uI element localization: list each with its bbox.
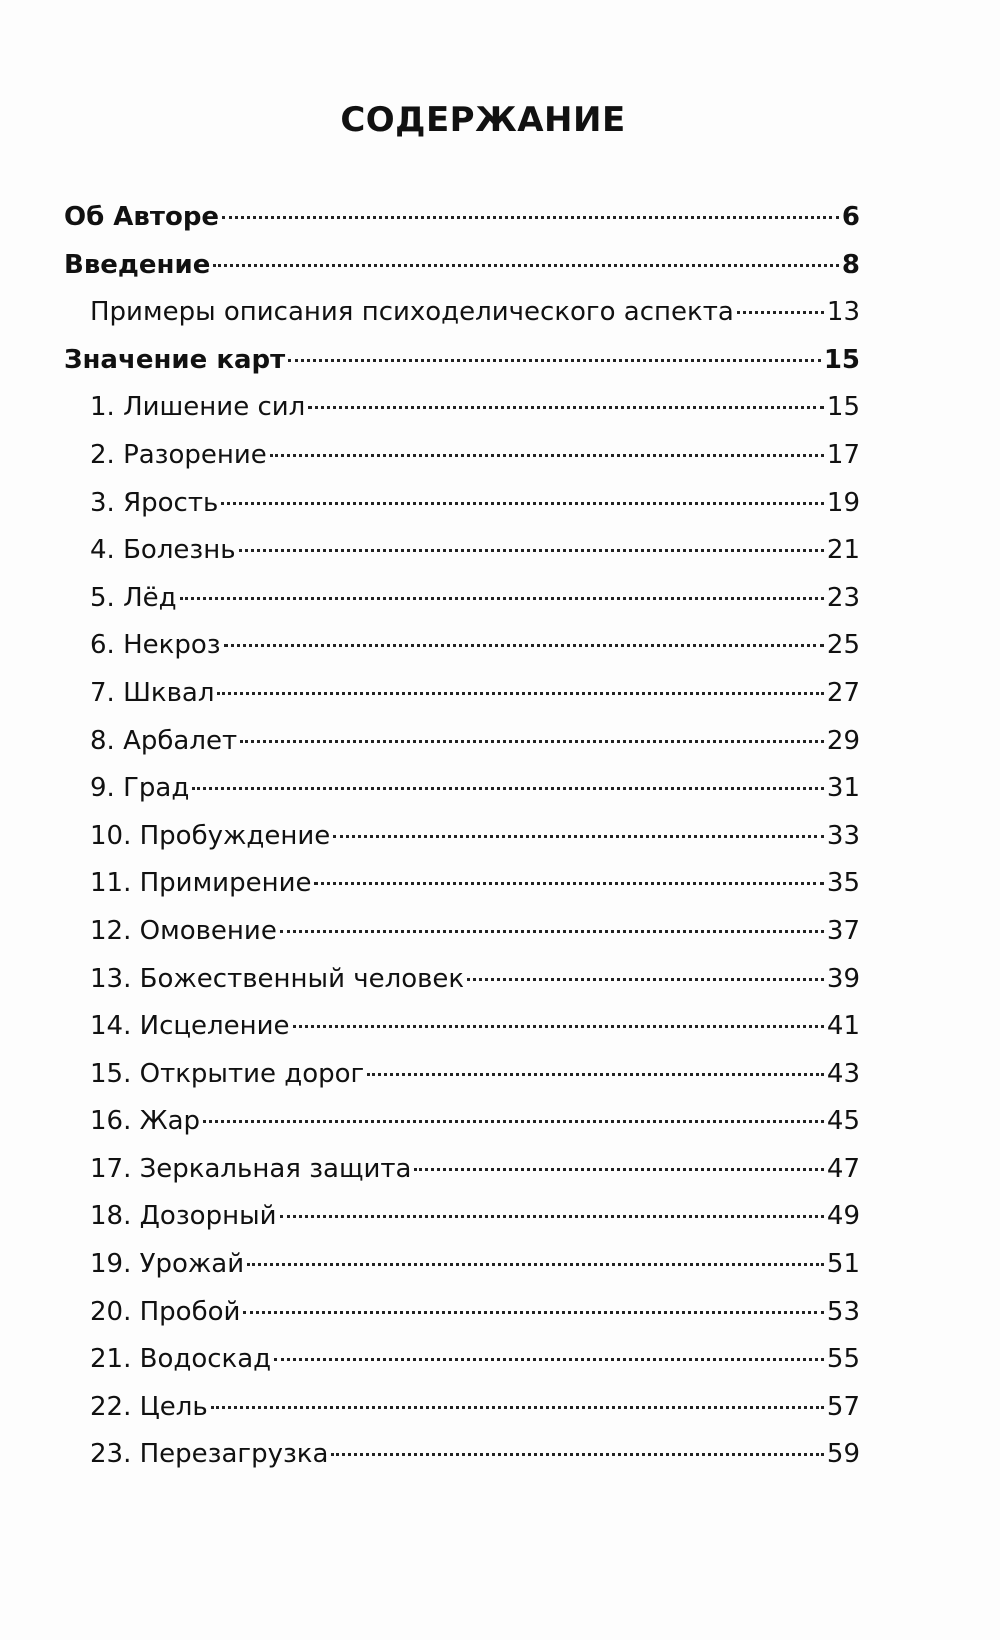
toc-entry-label: 3. Ярость	[90, 487, 219, 518]
toc-entry	[64, 391, 860, 439]
dot-leader	[240, 740, 824, 743]
toc-entry	[64, 1105, 860, 1153]
toc-entry	[64, 725, 860, 773]
toc-entry-page-number: 31	[826, 773, 860, 804]
toc-entry	[64, 249, 860, 297]
dot-leader	[274, 1358, 824, 1361]
toc-entry-label: 5. Лёд	[90, 582, 177, 613]
dot-leader	[211, 1406, 824, 1409]
toc-entry-page-number: 49	[826, 1201, 860, 1232]
toc-entry	[64, 534, 860, 582]
toc-entry-label: 4. Болезнь	[90, 535, 236, 566]
toc-entry	[64, 1058, 860, 1106]
toc-entry-label: 15. Открытие дорог	[90, 1058, 365, 1089]
dot-leader	[239, 549, 824, 552]
toc-entry-label: 11. Примирение	[90, 868, 312, 899]
toc-entry-page-number: 39	[826, 963, 860, 994]
toc-entry	[64, 296, 860, 344]
toc-entry-label: 23. Перезагрузка	[90, 1439, 329, 1470]
toc-entry-label: 22. Цель	[90, 1391, 208, 1422]
toc-entry	[64, 487, 860, 535]
dot-leader	[243, 1311, 823, 1314]
toc-entry-label: 1. Лишение сил	[90, 392, 306, 423]
dot-leader	[213, 264, 839, 267]
toc-entry-label: 17. Зеркальная защита	[90, 1153, 412, 1184]
dot-leader	[333, 835, 824, 838]
toc-entry-label: 16. Жар	[90, 1106, 201, 1137]
toc-entry-label: 20. Пробой	[90, 1296, 241, 1327]
toc-entry-page-number: 17	[826, 439, 860, 470]
toc-entry-page-number: 13	[826, 297, 860, 328]
toc-entry-page-number: 47	[826, 1153, 860, 1184]
toc-entry-label: 8. Арбалет	[90, 725, 238, 756]
toc-entry-page-number: 57	[826, 1391, 860, 1422]
dot-leader	[224, 644, 824, 647]
toc-entry-page-number: 41	[826, 1011, 860, 1042]
dot-leader	[270, 454, 824, 457]
toc-entry-page-number: 19	[826, 487, 860, 518]
toc-entry-label: 21. Водоскад	[90, 1344, 272, 1375]
toc-entry-page-number: 37	[826, 915, 860, 946]
toc-entry-label: Об Авторе	[64, 202, 220, 232]
dot-leader	[293, 1025, 824, 1028]
toc-entry	[64, 915, 860, 963]
toc-entry-label: 12. Омовение	[90, 915, 277, 946]
toc-entry-page-number: 33	[826, 820, 860, 851]
dot-leader	[331, 1453, 823, 1456]
toc-entry-page-number: 21	[826, 535, 860, 566]
toc-entry-page-number: 59	[826, 1439, 860, 1470]
toc-entry	[64, 867, 860, 915]
toc-entry-label: 9. Град	[90, 773, 190, 804]
toc-entry-label: 2. Разорение	[90, 439, 267, 470]
dot-leader	[280, 1215, 824, 1218]
toc-entry-page-number: 45	[826, 1106, 860, 1137]
toc-entry	[64, 201, 860, 249]
toc-entry-page-number: 55	[826, 1344, 860, 1375]
toc-entry-page-number: 53	[826, 1296, 860, 1327]
toc-entry-page-number: 27	[826, 677, 860, 708]
toc-entry	[64, 1391, 860, 1439]
toc-entry	[64, 677, 860, 725]
dot-leader	[308, 406, 824, 409]
dot-leader	[314, 882, 823, 885]
dot-leader	[280, 930, 824, 933]
toc-entry-page-number: 23	[826, 582, 860, 613]
dot-leader	[414, 1168, 823, 1171]
toc-entry	[64, 439, 860, 487]
dot-leader	[192, 787, 824, 790]
dot-leader	[217, 692, 823, 695]
toc-entry	[64, 1200, 860, 1248]
dot-leader	[247, 1263, 824, 1266]
toc-entry-label: Примеры описания психоделического аспекта	[90, 297, 734, 328]
toc-entry-label: 19. Урожай	[90, 1249, 245, 1280]
toc-entry-page-number: 29	[826, 725, 860, 756]
toc-entry	[64, 772, 860, 820]
toc-entry-page-number: 6	[841, 202, 860, 232]
toc-entry-label: 7. Шквал	[90, 677, 215, 708]
dot-leader	[367, 1073, 824, 1076]
dot-leader	[467, 978, 824, 981]
dot-leader	[288, 359, 821, 362]
dot-leader	[180, 597, 824, 600]
dot-leader	[737, 311, 824, 314]
toc-entry	[64, 1248, 860, 1296]
toc-entry-page-number: 35	[826, 868, 860, 899]
toc-entry	[64, 820, 860, 868]
toc-entry-label: Значение карт	[64, 344, 286, 375]
toc-entry-label: 18. Дозорный	[90, 1201, 277, 1232]
page-title: СОДЕРЖАНИЕ	[340, 100, 626, 140]
toc-entry	[64, 1153, 860, 1201]
toc-entry	[64, 963, 860, 1011]
toc-entry-label: 6. Некроз	[90, 630, 221, 661]
dot-leader	[221, 502, 824, 505]
toc-entry-label: 10. Пробуждение	[90, 820, 331, 851]
toc-entry	[64, 344, 860, 392]
toc-entry	[64, 1010, 860, 1058]
table-of-contents	[64, 201, 860, 1486]
toc-entry-label: 14. Исцеление	[90, 1011, 290, 1042]
toc-entry	[64, 1343, 860, 1391]
toc-entry-page-number: 15	[826, 392, 860, 423]
dot-leader	[222, 216, 839, 219]
toc-entry-page-number: 25	[826, 630, 860, 661]
toc-entry	[64, 629, 860, 677]
toc-entry-label: Введение	[64, 249, 211, 280]
toc-entry	[64, 1296, 860, 1344]
toc-entry-page-number: 15	[823, 344, 860, 375]
dot-leader	[203, 1120, 824, 1123]
toc-entry-label: 13. Божественный человек	[90, 963, 465, 994]
toc-entry	[64, 582, 860, 630]
toc-entry-page-number: 8	[841, 249, 860, 280]
toc-entry-page-number: 43	[826, 1058, 860, 1089]
toc-entry	[64, 1438, 860, 1486]
toc-entry-page-number: 51	[826, 1249, 860, 1280]
